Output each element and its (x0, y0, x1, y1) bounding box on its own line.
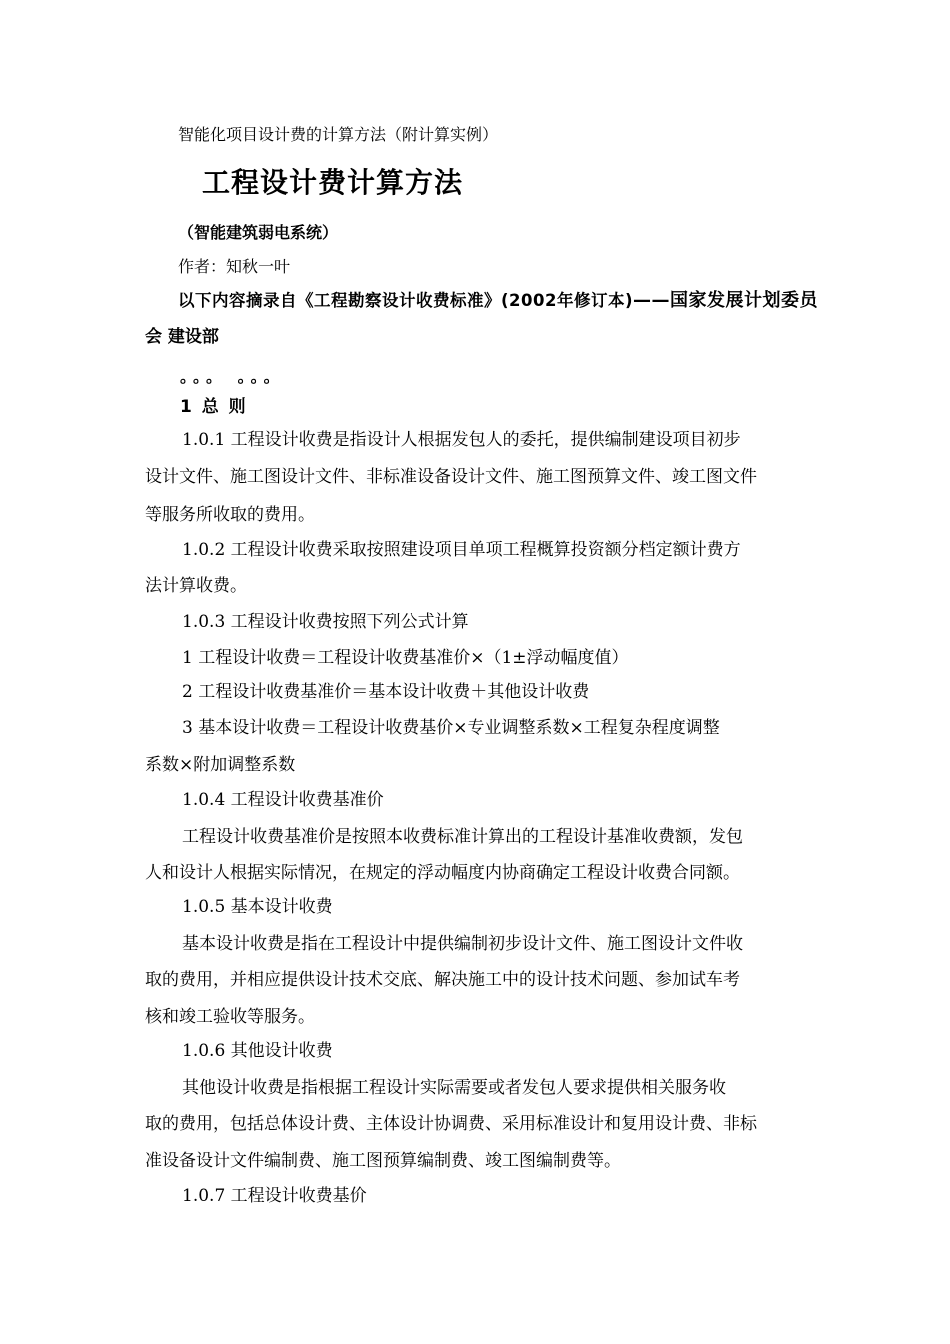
paragraph-line: 准设备设计文件编制费、施工图预算编制费、竣工图编制费等。 (145, 1151, 621, 1171)
source-organization: ——国家发展计划委员 (633, 290, 819, 311)
paragraph-line: 其他设计收费是指根据工程设计实际需要或者发包人要求提供相关服务收 (182, 1078, 726, 1098)
paragraph-line: 1.0.3 工程设计收费按照下列公式计算 (182, 612, 469, 632)
paragraph-line: 1.0.1 工程设计收费是指设计人根据发包人的委托，提供编制建设项目初步 (182, 430, 741, 450)
clause-heading: 1.0.5 基本设计收费 (182, 897, 333, 917)
formula-line: 1 工程设计收费＝工程设计收费基准价×（1±浮动幅度值） (182, 648, 629, 668)
paragraph-line: 工程设计收费基准价是按照本收费标准计算出的工程设计基准收费额，发包 (182, 827, 743, 847)
paragraph-line: 基本设计收费是指在工程设计中提供编制初步设计文件、施工图设计文件收 (182, 934, 743, 954)
author-line: 作者：知秋一叶 (178, 257, 291, 276)
clause-heading: 1.0.7 工程设计收费基价 (182, 1186, 367, 1206)
source-line-2: 会 建设部 (145, 327, 219, 347)
paragraph-line: 等服务所收取的费用。 (145, 505, 315, 525)
clause-heading: 1.0.4 工程设计收费基准价 (182, 790, 384, 810)
source-line-1 (178, 292, 818, 310)
formula-line: 2 工程设计收费基准价＝基本设计收费＋其他设计收费 (182, 682, 590, 702)
paragraph-line: 法计算收费。 (145, 576, 247, 596)
document-main-title: 工程设计费计算方法 (202, 166, 464, 199)
paragraph-line: 取的费用，并相应提供设计技术交底、解决施工中的设计技术问题、参加试车考 (145, 970, 740, 990)
formula-line: 系数×附加调整系数 (145, 755, 296, 775)
paragraph-line: 1.0.2 工程设计收费采取按照建设项目单项工程概算投资额分档定额计费方 (182, 540, 741, 560)
source-prefix: 以下内容摘录自《工程勘察设计收费标准》(2002年修订本) (178, 291, 634, 310)
ellipsis-dots: 。。。 。。。 (180, 367, 285, 386)
document-small-title: 智能化项目设计费的计算方法（附计算实例） (178, 125, 499, 144)
paragraph-line: 设计文件、施工图设计文件、非标准设备设计文件、施工图预算文件、竣工图文件 (145, 467, 757, 487)
paragraph-line: 取的费用，包括总体设计费、主体设计协调费、采用标准设计和复用设计费、非标 (145, 1114, 757, 1134)
clause-heading: 1.0.6 其他设计收费 (182, 1041, 333, 1061)
section-heading: 1 总 则 (180, 397, 246, 417)
formula-line: 3 基本设计收费＝工程设计收费基价×专业调整系数×工程复杂程度调整 (182, 718, 720, 738)
paragraph-line: 核和竣工验收等服务。 (145, 1007, 315, 1027)
document-subtitle: （智能建筑弱电系统） (178, 223, 339, 242)
paragraph-line: 人和设计人根据实际情况，在规定的浮动幅度内协商确定工程设计收费合同额。 (145, 863, 740, 883)
